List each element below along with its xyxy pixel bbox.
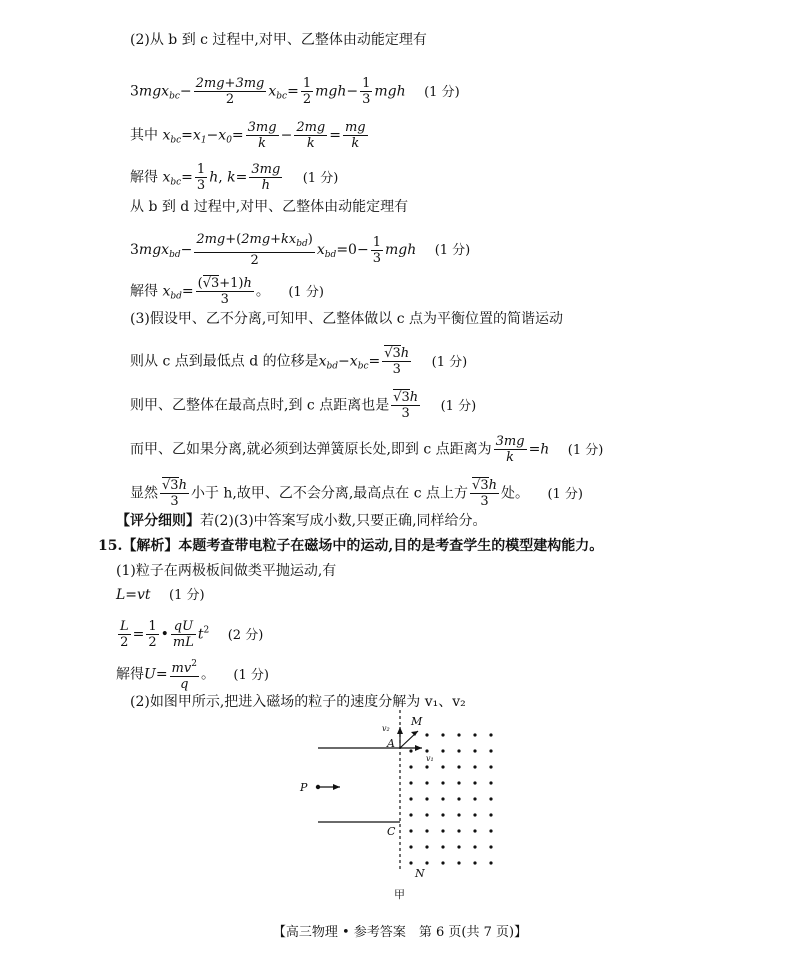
field-dot bbox=[425, 733, 428, 736]
field-dot bbox=[473, 861, 476, 864]
page-footer: 【高三物理 • 参考答案 第 6 页(共 7 页)】 bbox=[272, 925, 528, 940]
field-dot bbox=[489, 813, 492, 816]
field-dot bbox=[473, 765, 476, 768]
q15-tag: 【解析】 bbox=[122, 538, 179, 554]
q15-eq3: 解得U= $\frac{mv^2}{q}$ 。 (1 分) bbox=[116, 659, 269, 692]
field-dot bbox=[473, 781, 476, 784]
field-dot bbox=[441, 813, 444, 816]
part3-line4: 显然 $\frac{√3h}{3}$ 小于 h,故甲、乙不会分离,最高点在 c 点上方 $\frac{√3h}{3}$ 处。 (1 分) bbox=[130, 478, 583, 509]
equation-xbc-def: 其中 $x_{bc}=x_1-x_0=$ $\frac{3mg}{k}$ − $\frac{2mg}{k}$ = $\frac{mg}{k}$ bbox=[130, 120, 366, 151]
field-dot bbox=[425, 749, 428, 752]
q15-eq2: $\frac{L}{2}$ = $\frac{1}{2}$ • $\frac{qU}{mL}$ $t^2$ (2 分) bbox=[120, 619, 264, 650]
part3-intro: (3)假设甲、乙不分离,可知甲、乙整体做以 c 点为平衡位置的简谐运动 bbox=[130, 311, 564, 327]
q15-part2-intro: (2)如图甲所示,把进入磁场的粒子的速度分解为 v₁、v₂ bbox=[130, 694, 466, 710]
field-dot bbox=[457, 861, 460, 864]
part3-line4-end: 处。 bbox=[500, 485, 529, 502]
field-dot bbox=[489, 733, 492, 736]
score-eq4: (1 分) bbox=[434, 243, 471, 258]
field-dot bbox=[409, 861, 412, 864]
part3-line3: 而甲、乙如果分离,就必须到达弹簧原长处,即到 c 点距离为 $\frac{3mg}{k}$ =h (1 分) bbox=[130, 434, 604, 465]
field-dot bbox=[473, 733, 476, 736]
field-dot bbox=[457, 749, 460, 752]
field-dot bbox=[457, 733, 460, 736]
field-dot bbox=[441, 749, 444, 752]
field-dot bbox=[489, 749, 492, 752]
q15-header bbox=[98, 536, 603, 556]
part2-bd-intro: 从 b 到 d 过程中,对甲、乙整体由动能定理有 bbox=[130, 199, 409, 215]
field-dot bbox=[441, 733, 444, 736]
label-v1: v₁ bbox=[426, 754, 434, 763]
score-part3-line1: (1 分) bbox=[431, 354, 468, 370]
label-A: A bbox=[387, 737, 395, 750]
q15-eq1 bbox=[116, 585, 205, 606]
field-dot bbox=[457, 797, 460, 800]
equation-bc-energy: 3mgx$_{bc}$− $\frac{2mg+3mg}{2}$ $x_{bc}=$ $\frac{1}{2}$ mgh− $\frac{1}{3}$ mgh (1 分) bbox=[130, 76, 460, 107]
field-dot bbox=[425, 781, 428, 784]
field-dot bbox=[489, 781, 492, 784]
equation-solve-xbc: 解得 $x_{bc}=$ $\frac{1}{3}$ h, k= $\frac{3mg}{h}$ (1 分) bbox=[130, 162, 339, 193]
score-q15-eq1: (1 分) bbox=[169, 588, 205, 603]
label-v2: v₂ bbox=[382, 724, 390, 733]
label-M: M bbox=[411, 715, 423, 728]
rubric-text: 若(2)(3)中答案写成小数,只要正确,同样给分。 bbox=[200, 513, 487, 529]
field-dot bbox=[489, 861, 492, 864]
field-dot bbox=[489, 797, 492, 800]
rubric bbox=[116, 511, 487, 531]
figure-jia bbox=[290, 705, 520, 905]
score-eq3: (1 分) bbox=[302, 170, 339, 186]
field-dot bbox=[473, 813, 476, 816]
arrow-P bbox=[333, 784, 340, 790]
part3-line4-mid: 小于 h,故甲、乙不会分离,最高点在 c 点上方 bbox=[190, 485, 469, 502]
field-dot bbox=[441, 797, 444, 800]
field-dot bbox=[425, 813, 428, 816]
field-dot bbox=[425, 765, 428, 768]
part3-line1: 则从 c 点到最低点 d 的位移是$x_{bd}-x_{bc}=$ $\frac{√3h}{3}$ (1 分) bbox=[130, 346, 468, 377]
point-P bbox=[316, 785, 320, 789]
score-eq1: (1 分) bbox=[424, 84, 460, 100]
field-dot bbox=[409, 845, 412, 848]
field-dot bbox=[425, 845, 428, 848]
field-dot bbox=[489, 765, 492, 768]
label-P: P bbox=[300, 781, 308, 794]
q15-number: 15. bbox=[98, 538, 123, 554]
field-dot bbox=[409, 829, 412, 832]
q15-text: 本题考查带电粒子在磁场中的运动,目的是考查学生的模型建构能力。 bbox=[178, 538, 604, 554]
field-dot bbox=[457, 781, 460, 784]
arrow-v1 bbox=[415, 745, 422, 751]
field-dot bbox=[409, 781, 412, 784]
field-dot bbox=[425, 797, 428, 800]
q15-eq3-prefix: 解得 bbox=[116, 666, 144, 683]
field-dot bbox=[441, 781, 444, 784]
field-dot bbox=[409, 797, 412, 800]
score-part3-line4: (1 分) bbox=[547, 486, 583, 502]
label-C: C bbox=[387, 825, 396, 838]
score-q15-eq3: (1 分) bbox=[233, 667, 269, 683]
rubric-tag: 【评分细则】 bbox=[116, 513, 200, 529]
field-dot bbox=[441, 861, 444, 864]
score-eq5: (1 分) bbox=[288, 284, 324, 300]
part3-line3-text: 而甲、乙如果分离,就必须到达弹簧原长处,即到 c 点距离为 bbox=[130, 441, 492, 458]
field-dot bbox=[457, 813, 460, 816]
q15-eq1-text: L=vt bbox=[116, 587, 151, 603]
part3-line1-text: 则从 c 点到最低点 d 的位移是 bbox=[130, 353, 319, 370]
equation-bd-energy: 3mgx$_{bd}$− $\frac{2mg+(2mg+kx_{bd})}{2}$ $x_{bd}=0-$ $\frac{1}{3}$ mgh (1 分) bbox=[130, 232, 471, 268]
field-dot bbox=[473, 749, 476, 752]
field-dot bbox=[425, 861, 428, 864]
field-dot bbox=[473, 845, 476, 848]
field-dot bbox=[489, 829, 492, 832]
part3-line4-prefix: 显然 bbox=[130, 485, 158, 502]
equation-solve-xbd: 解得 $x_{bd}=$ $\frac{(√3+1)h}{3}$ 。 (1 分) bbox=[130, 276, 324, 307]
label-N: N bbox=[415, 867, 425, 880]
field-dot bbox=[473, 797, 476, 800]
part3-line2: 则甲、乙整体在最高点时,到 c 点距离也是 $\frac{√3h}{3}$ (1 分) bbox=[130, 390, 477, 421]
field-dot bbox=[457, 845, 460, 848]
field-dot bbox=[441, 845, 444, 848]
arrow-M bbox=[411, 731, 418, 736]
score-q15-eq2: (2 分) bbox=[227, 627, 264, 643]
field-dot bbox=[441, 765, 444, 768]
eq3-prefix: 解得 bbox=[130, 169, 158, 186]
eq2-prefix: 其中 bbox=[130, 127, 158, 144]
field-dot bbox=[441, 829, 444, 832]
figure-caption: 甲 bbox=[394, 888, 405, 901]
part2-intro: (2)从 b 到 c 过程中,对甲、乙整体由动能定理有 bbox=[130, 32, 427, 48]
arrow-v2 bbox=[397, 727, 403, 734]
q15-part1-intro: (1)粒子在两极板间做类平抛运动,有 bbox=[116, 563, 337, 579]
part3-line2-text: 则甲、乙整体在最高点时,到 c 点距离也是 bbox=[130, 397, 390, 414]
score-part3-line3: (1 分) bbox=[567, 442, 604, 458]
field-dot bbox=[473, 829, 476, 832]
eq5-prefix: 解得 bbox=[130, 283, 158, 300]
field-dot bbox=[409, 765, 412, 768]
field-dot bbox=[489, 845, 492, 848]
field-dot bbox=[425, 829, 428, 832]
field-dot bbox=[457, 765, 460, 768]
score-part3-line2: (1 分) bbox=[440, 398, 477, 414]
magnetic-field-dots bbox=[409, 733, 492, 864]
field-dot bbox=[409, 813, 412, 816]
field-dot bbox=[409, 749, 412, 752]
field-dot bbox=[457, 829, 460, 832]
